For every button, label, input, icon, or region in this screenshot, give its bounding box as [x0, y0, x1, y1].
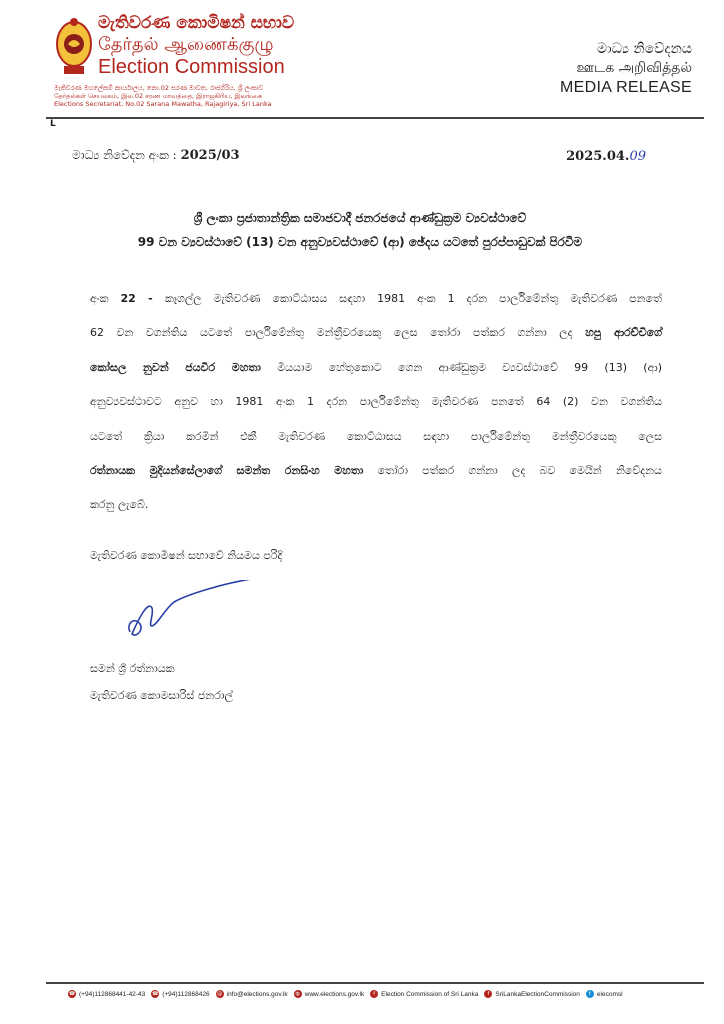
- closing-line: මැතිවරණ කොමිෂන් සභාවේ නියමය පරිදි: [90, 549, 283, 562]
- body-text: තෝරා පත්කර ගන්නා ලද බව මෙයින් නිවේදනය: [363, 464, 663, 478]
- facebook-text: Election Commission of Sri Lanka: [381, 990, 479, 998]
- date-printed: 2025.04.: [566, 149, 630, 164]
- body-line-2: [90, 316, 662, 350]
- fax-icon: ☎: [152, 991, 159, 997]
- date-handwritten: 09: [629, 149, 646, 164]
- body-line-6: [90, 454, 662, 488]
- phone-icon: ☎: [68, 991, 76, 997]
- website-text: www.elections.gov.lk: [304, 990, 365, 998]
- media-release-english: MEDIA RELEASE: [560, 79, 692, 96]
- header-divider: [46, 117, 704, 119]
- deceased-member-name: කෝසල නුවන් ජයවීර මහතා: [90, 360, 261, 374]
- body-text: 62 වන වගන්තිය යටතේ පාර්ලිමේන්තු මන්ත්‍රීවරයෙකු ලෙස තෝරා පත්කර ගන්නා ලද: [90, 326, 586, 340]
- reference-label: මාධ්‍ය නිවේදන අංක :: [72, 148, 177, 162]
- footer-divider: [46, 982, 704, 984]
- electorate-number: 22 -: [120, 292, 166, 305]
- facebook-page-icon: f: [484, 990, 492, 998]
- signer-block: [90, 655, 233, 709]
- body-line-1: [90, 282, 662, 316]
- footer-website[interactable]: [294, 990, 365, 998]
- twitter-text: elecomsl: [596, 990, 623, 998]
- body-line-7: කරනු ලැබේ.: [90, 498, 149, 512]
- reference-number: [72, 148, 240, 163]
- corner-mark: L: [50, 119, 56, 129]
- twitter-icon: t: [586, 990, 594, 998]
- body-text: මියයාම හේතුකොට ගෙන ආණ්ඩුක්‍රම ව්‍යවස්ථාවේ 99 (13) (ආ): [260, 360, 662, 374]
- footer-facebook-page[interactable]: [484, 990, 580, 998]
- address-sinhala: මැතිවරණ මහලේකම් කාර්යාලය, නො.02 සරණ මාවත, රාජගිරිය, ශ්‍රී ලංකාව: [54, 84, 264, 92]
- body-text: කෑගල්ල මැතිවරණ කොට්ඨාසය සඳහා 1981 අංක 1 දරන පාර්ලිමේන්තු මැතිවරණ පනතේ: [165, 292, 662, 305]
- facebook-icon: f: [370, 990, 378, 998]
- facebook-page-text: SriLankaElectionCommission: [495, 990, 580, 998]
- organization-address: [54, 84, 272, 108]
- footer-twitter[interactable]: [586, 990, 623, 998]
- letterhead: [54, 10, 694, 118]
- signer-title: මැතිවරණ කොමසාරිස් ජනරාල්: [90, 689, 233, 702]
- footer-email[interactable]: [216, 990, 288, 998]
- release-body: [90, 282, 662, 523]
- address-tamil: தேர்தல்கள் செயலகம், இல.02 சரண மாவத்தை, இராஜகிரிய, இலங்கை: [54, 92, 263, 100]
- signer-name: සමන් ශ්‍රී රත්නායක: [90, 662, 175, 675]
- footer-facebook[interactable]: [370, 990, 478, 998]
- footer-phone-2[interactable]: [151, 990, 209, 998]
- handwritten-signature: [118, 580, 268, 660]
- new-member-name: රත්නායක මුදියන්සේලාගේ සමන්ත රනසිංහ මහතා: [90, 464, 364, 478]
- phone-text: (+94)112868441-42-43: [79, 990, 146, 998]
- org-name-english: Election Commission: [98, 56, 285, 78]
- body-line-4: අනුව්‍යවස්ථාවට අනුව හා 1981 අංක 1 දරන පාර්ලිමේන්තු මැතිවරණ පනතේ 64 (2) වන වගන්තිය: [90, 395, 662, 409]
- footer-phone-1[interactable]: [68, 990, 145, 998]
- email-text: info@elections.gov.lk: [226, 990, 288, 998]
- release-date: [566, 149, 646, 164]
- body-text: අංක: [90, 292, 121, 305]
- heading-line-1: ශ්‍රී ලංකා ප්‍රජාතාන්ත්‍රික සමාජවාදී ජනරජයේ ආණ්ඩුක්‍රම ව්‍යවස්ථාවේ: [193, 211, 527, 225]
- reference-value: 2025/03: [180, 148, 240, 163]
- address-english: Elections Secretariat, No.02 Sarana Mawatha, Rajagiriya, Sri Lanka: [54, 100, 272, 108]
- media-release-sinhala: මාධ්‍ය නිවේදනය: [596, 41, 692, 57]
- body-line-5: යටතේ ක්‍රියා කරමින් එකී මැතිවරණ කොට්ඨාසය සඳහා පාර්ලිමේන්තු මන්ත්‍රීවරයෙකු ලෙස: [90, 429, 662, 443]
- org-name-tamil: தேர்தல் ஆணைக்குழு: [98, 34, 274, 55]
- release-heading: [60, 206, 660, 254]
- media-release-label: [560, 40, 692, 98]
- phone-text: (+94)112868426: [162, 990, 210, 998]
- organization-title: [98, 12, 294, 78]
- contact-footer: [68, 990, 698, 998]
- email-icon: @: [217, 991, 223, 997]
- org-name-sinhala: මැතිවරණ කොමිෂන් සභාව: [98, 13, 295, 33]
- globe-icon: ◍: [295, 991, 300, 997]
- sri-lanka-emblem-icon: [54, 14, 94, 78]
- media-release-tamil: ஊடக அறிவித்தல்: [576, 60, 692, 76]
- body-line-3: [90, 351, 662, 385]
- heading-line-2: 99 වන ව්‍යවස්ථාවේ (13) වන අනුව්‍යවස්ථාවේ (ආ) ඡේදය යටතේ පුරප්පාඩුවක් පිරවීම: [137, 235, 583, 249]
- deceased-member-name: හපු ආරච්චිගේ: [585, 326, 662, 340]
